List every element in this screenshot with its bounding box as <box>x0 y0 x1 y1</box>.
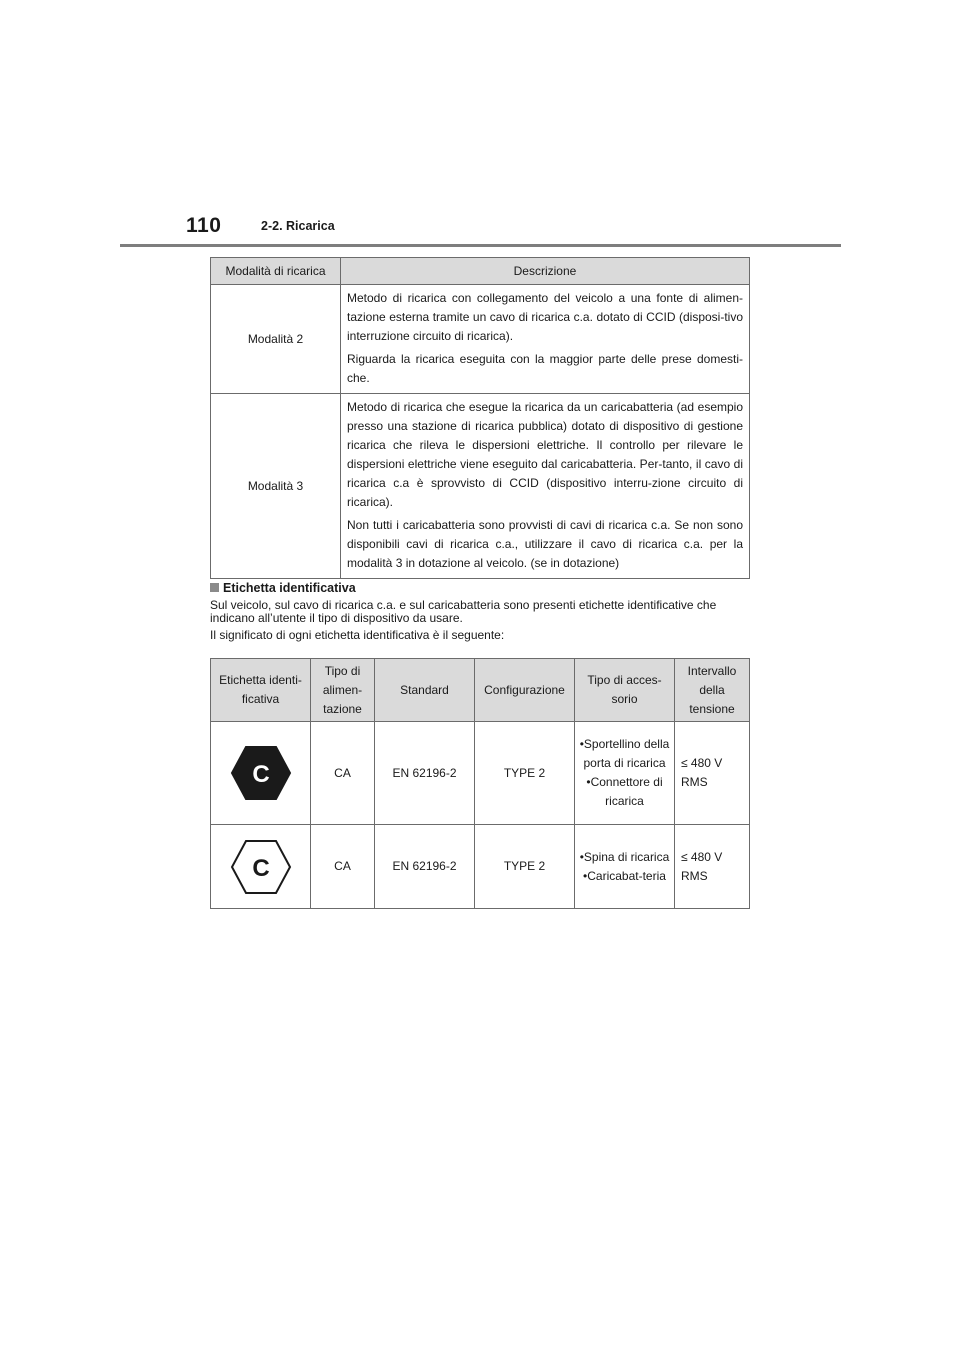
badge-letter: C <box>251 761 270 788</box>
table-row <box>211 394 750 579</box>
configuration: TYPE 2 <box>475 825 575 909</box>
column-header-voltage: Intervallo della tensione <box>675 659 750 722</box>
label-cell <box>211 722 311 825</box>
column-header-accessory: Tipo di acces-sorio <box>575 659 675 722</box>
voltage-range: ≤ 480 V RMS <box>675 825 750 909</box>
hexagon-c-filled-icon <box>230 745 292 801</box>
supply-type: CA <box>311 825 375 909</box>
column-header-supply: Tipo di alimen-tazione <box>311 659 375 722</box>
list-item: •Caricabat-teria <box>583 868 666 883</box>
description-paragraph: Non tutti i caricabatteria sono provvisti di cavi di ricarica c.a. Se non sono disponibili cavi di ricarica c.a., utilizzare il cavo di ricarica c.a. per la modalità 3 in dotazione al veicolo. (se in dotazione) <box>347 518 743 570</box>
charging-modes-table <box>210 257 750 579</box>
header-divider <box>120 244 841 247</box>
body-paragraph: Sul veicolo, sul cavo di ricarica c.a. e sul caricabatteria sono presenti etichette identificative che indicano all’utente il tipo di dispositivo da usare. <box>210 598 717 625</box>
table-row <box>211 722 750 825</box>
subsection-heading-text: Etichetta identificativa <box>223 581 356 595</box>
table-row <box>211 285 750 394</box>
badge-letter: C <box>251 854 270 882</box>
mode-name: Modalità 3 <box>211 394 341 579</box>
configuration: TYPE 2 <box>475 722 575 825</box>
square-bullet-icon <box>210 583 219 592</box>
column-header-label: Etichetta identi-ficativa <box>211 659 311 722</box>
accessory-list <box>580 848 670 886</box>
label-cell <box>211 825 311 909</box>
table-row <box>211 825 750 909</box>
standard: EN 62196-2 <box>375 722 475 825</box>
description-paragraph: Metodo di ricarica con collegamento del veicolo a una fonte di alimen-tazione esterna tramite un cavo di ricarica c.a. dotato di CCID (disposi-tivo interruzione circuito di ricarica). <box>347 291 743 343</box>
list-item: •Connettore di ricarica <box>586 775 663 808</box>
voltage-range: ≤ 480 V RMS <box>675 722 750 825</box>
accessory-type <box>575 722 675 825</box>
supply-type: CA <box>311 722 375 825</box>
accessory-type <box>575 825 675 909</box>
identification-labels-table <box>210 658 750 909</box>
column-header-description: Descrizione <box>341 258 750 285</box>
mode-description <box>341 285 750 394</box>
description-paragraph: Riguarda la ricarica eseguita con la maggior parte delle prese domesti-che. <box>347 352 743 385</box>
mode-name: Modalità 2 <box>211 285 341 394</box>
mode-description <box>341 394 750 579</box>
column-header-standard: Standard <box>375 659 475 722</box>
standard: EN 62196-2 <box>375 825 475 909</box>
list-item: •Spina di ricarica <box>579 849 670 864</box>
page-number: 110 <box>186 214 222 237</box>
table-header-row <box>211 659 750 722</box>
section-title: 2-2. Ricarica <box>261 219 335 233</box>
hexagon-c-outline-icon <box>230 839 292 895</box>
subsection-heading <box>210 581 356 595</box>
description-paragraph: Metodo di ricarica che esegue la ricarica da un caricabatteria (ad esempio presso una stazione di ricarica pubblica) dotato di dispositivo di gestione ricarica che rileva le dispersioni elettriche. Il controllo per rilevare le dispersioni elettriche viene eseguito dal caricabatteria. Per-tanto, il cavo di ricarica c.a è sprovvisto di CCID (dispositivo interru-zione circuito di ricarica). <box>347 400 743 509</box>
body-paragraph: Il significato di ogni etichetta identificativa è il seguente: <box>210 628 505 642</box>
list-item: •Sportellino della porta di ricarica <box>579 737 670 770</box>
column-header-mode: Modalità di ricarica <box>211 258 341 285</box>
column-header-configuration: Configurazione <box>475 659 575 722</box>
accessory-list <box>575 735 674 811</box>
table-header-row <box>211 258 750 285</box>
